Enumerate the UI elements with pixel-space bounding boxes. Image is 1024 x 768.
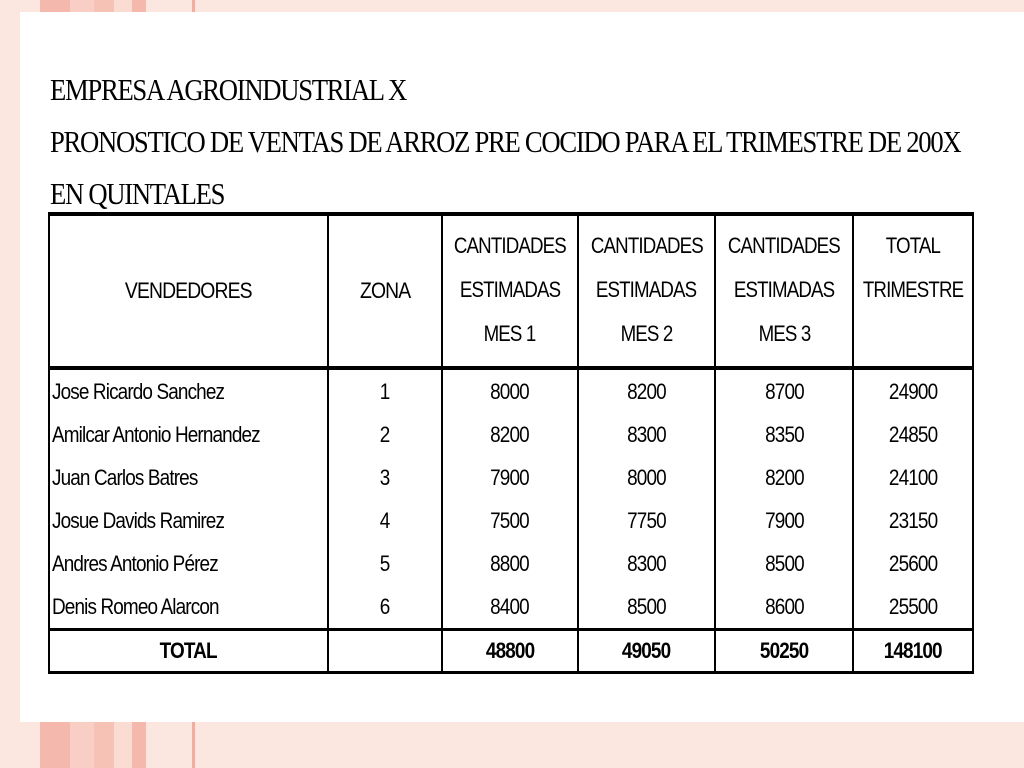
cell-mes2: 8300 xyxy=(578,413,716,456)
decorative-stripe xyxy=(70,722,94,768)
cell-mes1: 7500 xyxy=(442,499,578,542)
cell-total: 25600 xyxy=(853,542,973,585)
cell-mes1: 8200 xyxy=(442,413,578,456)
header-mes1: CANTIDADES ESTIMADAS MES 1 xyxy=(442,214,578,368)
sales-forecast-table xyxy=(48,212,974,674)
table-row xyxy=(49,499,973,542)
cell-vendedor: Andres Antonio Pérez xyxy=(49,542,328,585)
header-zona: ZONA xyxy=(328,214,442,368)
cell-mes2: 7750 xyxy=(578,499,716,542)
table-row xyxy=(49,456,973,499)
cell-total-label: TOTAL xyxy=(49,630,328,673)
cell-mes3: 8600 xyxy=(715,585,853,630)
totals-row xyxy=(49,630,973,673)
table-row xyxy=(49,413,973,456)
cell-mes1: 8000 xyxy=(442,368,578,413)
cell-total: 24850 xyxy=(853,413,973,456)
decorative-stripe xyxy=(132,0,146,12)
cell-mes3: 8700 xyxy=(715,368,853,413)
cell-mes3: 8200 xyxy=(715,456,853,499)
table-row xyxy=(49,542,973,585)
cell-total-mes3: 50250 xyxy=(715,630,853,673)
cell-vendedor: Juan Carlos Batres xyxy=(49,456,328,499)
cell-zona: 3 xyxy=(328,456,442,499)
cell-mes3: 7900 xyxy=(715,499,853,542)
cell-mes1: 8800 xyxy=(442,542,578,585)
cell-vendedor: Denis Romeo Alarcon xyxy=(49,585,328,630)
cell-total: 23150 xyxy=(853,499,973,542)
cell-zona: 5 xyxy=(328,542,442,585)
decorative-stripe xyxy=(114,722,132,768)
table-header-row xyxy=(49,214,973,368)
decorative-stripe xyxy=(94,0,114,12)
header-total-trimestre: TOTAL TRIMESTRE xyxy=(853,214,973,368)
decorative-stripe xyxy=(40,722,70,768)
cell-vendedor: Jose Ricardo Sanchez xyxy=(49,368,328,413)
cell-mes2: 8200 xyxy=(578,368,716,413)
cell-zona: 4 xyxy=(328,499,442,542)
cell-zona: 6 xyxy=(328,585,442,630)
cell-zona: 2 xyxy=(328,413,442,456)
cell-mes3: 8350 xyxy=(715,413,853,456)
forecast-subtitle: PRONOSTICO DE VENTAS DE ARROZ PRE COCIDO PARA EL TRIMESTRE DE 200X xyxy=(50,124,961,159)
cell-total: 24100 xyxy=(853,456,973,499)
header-vendedores: VENDEDORES xyxy=(49,214,328,368)
cell-total-mes2: 49050 xyxy=(578,630,716,673)
table-row xyxy=(49,368,973,413)
cell-total: 24900 xyxy=(853,368,973,413)
decorative-stripe xyxy=(70,0,94,12)
cell-mes1: 8400 xyxy=(442,585,578,630)
cell-total-zona xyxy=(328,630,442,673)
document-heading xyxy=(50,64,961,220)
cell-total-mes1: 48800 xyxy=(442,630,578,673)
cell-mes2: 8500 xyxy=(578,585,716,630)
cell-mes2: 8000 xyxy=(578,456,716,499)
decorative-stripe xyxy=(132,722,146,768)
decorative-stripe xyxy=(94,722,114,768)
units-label: EN QUINTALES xyxy=(50,176,225,211)
cell-grand-total: 148100 xyxy=(853,630,973,673)
cell-mes1: 7900 xyxy=(442,456,578,499)
table-row xyxy=(49,585,973,630)
header-mes2: CANTIDADES ESTIMADAS MES 2 xyxy=(578,214,716,368)
decorative-line xyxy=(192,0,195,12)
cell-total: 25500 xyxy=(853,585,973,630)
cell-vendedor: Josue Davids Ramirez xyxy=(49,499,328,542)
cell-mes3: 8500 xyxy=(715,542,853,585)
decorative-stripe xyxy=(114,0,132,12)
cell-zona: 1 xyxy=(328,368,442,413)
slide xyxy=(20,12,1024,722)
decorative-line xyxy=(192,722,195,768)
cell-mes2: 8300 xyxy=(578,542,716,585)
header-mes3: CANTIDADES ESTIMADAS MES 3 xyxy=(715,214,853,368)
cell-vendedor: Amilcar Antonio Hernandez xyxy=(49,413,328,456)
decorative-stripe xyxy=(40,0,70,12)
company-title: EMPRESA AGROINDUSTRIAL X xyxy=(50,72,407,107)
